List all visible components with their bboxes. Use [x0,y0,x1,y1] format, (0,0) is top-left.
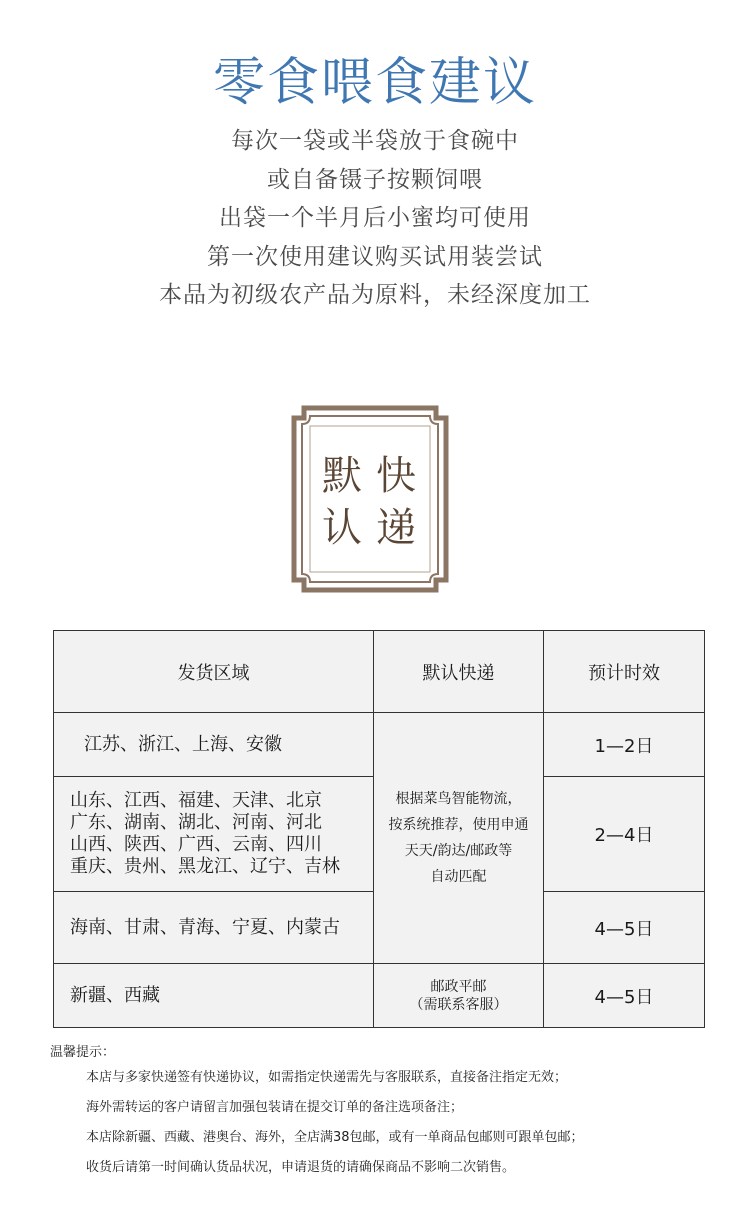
note-item: 本店除新疆、西藏、港奥台、海外，全店满38包邮，或有一单商品包邮则可跟单包邮； [86,1130,584,1145]
ornate-frame-icon [290,404,450,594]
intro-line: 或自备镊子按颗饲喂 [267,166,483,193]
feeding-intro [0,122,750,315]
eta-cell: 1—2日 [544,713,705,777]
header-courier: 默认快递 [374,631,544,713]
shipping-notes [50,1043,730,1183]
region-line: 广东、湖南、湖北、河南、河北 [70,812,322,833]
eta-cell: 4—5日 [544,892,705,964]
region-cell [54,713,374,777]
note-item: 收货后请第一时间确认货品状况，申请退货的请确保商品不影响二次销售。 [86,1160,516,1175]
courier-cell-special [374,964,544,1028]
header-region: 发货区域 [54,631,374,713]
eta-cell: 4—5日 [544,964,705,1028]
intro-line: 出袋一个半月后小蜜均可使用 [219,205,531,231]
region-cell [54,964,374,1028]
table-row [54,964,705,1028]
header-eta: 预计时效 [544,631,705,713]
region-line: 山东、江西、福建、天津、北京 [70,790,322,811]
courier-line: 邮政平邮 [430,978,487,995]
courier-line: 根据菜鸟智能物流， [395,791,522,807]
courier-line: 自动匹配 [430,869,487,885]
region-line: 山西、陕西、广西、云南、四川 [70,834,322,855]
eta-cell: 2—4日 [544,777,705,892]
note-item: 本店与多家快递签有快递协议，如需指定快递需先与客服联系，直接备注指定无效； [86,1070,568,1085]
intro-line: 每次一袋或半袋放于食碗中 [231,128,519,154]
badge-char: 默 [322,453,362,499]
region-cell [54,892,374,964]
region-line: 江苏、浙江、上海、安徽 [84,733,282,755]
region-line: 新疆、西藏 [70,984,160,1006]
courier-cell [374,713,544,964]
region-line: 重庆、贵州、黑龙江、辽宁、吉林 [70,856,340,877]
courier-line: 天天/韵达/邮政等 [404,843,513,859]
note-item: 海外需转运的客户请留言加强包装请在提交订单的备注选项备注； [86,1100,464,1115]
badge-char: 递 [376,505,416,551]
courier-line: 按系统推荐，使用申通 [388,817,529,833]
notes-title: 温馨提示： [50,1045,116,1060]
intro-line: 第一次使用建议购买试用装尝试 [207,243,543,270]
region-cell [54,777,374,892]
shipping-table [53,630,705,1028]
default-courier-badge [290,404,450,594]
table-header-row [54,631,705,713]
page-title: 零食喂食建议 [212,53,537,113]
intro-line: 本品为初级农产品为原料，未经深度加工 [159,282,591,308]
badge-char: 快 [376,453,416,499]
badge-char: 认 [322,505,362,551]
courier-line: （需联系客服） [409,996,508,1013]
table-row [54,713,705,777]
region-line: 海南、甘肃、青海、宁夏、内蒙古 [70,916,340,938]
